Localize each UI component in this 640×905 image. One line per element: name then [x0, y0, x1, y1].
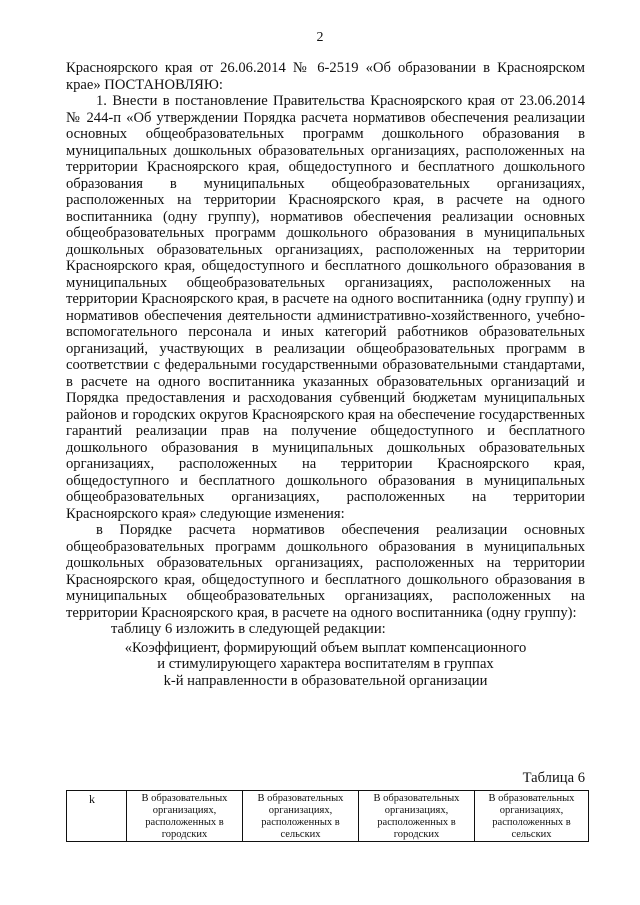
header-k: k: [67, 791, 127, 842]
body-text: [66, 60, 585, 689]
page-number: 2: [316, 30, 324, 45]
header-rural-1: В образовательных организациях, расположенных в сельских: [243, 791, 359, 842]
table-caption-line-1: «Коэффициент, формирующий объем выплат компенсационного: [124, 639, 527, 656]
header-urban-1: В образовательных организациях, расположенных в городских: [127, 791, 243, 842]
table-header-row: [67, 791, 589, 842]
table-caption-line-3: k-й направленности в образовательной организации: [163, 672, 488, 689]
paragraph-table-instruction: таблицу 6 изложить в следующей редакции:: [111, 621, 386, 637]
header-rural-2: В образовательных организациях, расположенных в сельских: [475, 791, 589, 842]
paragraph-intro: Красноярского края от 26.06.2014 № 6-2519 «Об образовании в Красноярском крае» ПОСТАНОВЛЯЮ:: [66, 60, 585, 93]
header-urban-2: В образовательных организациях, расположенных в городских: [359, 791, 475, 842]
paragraph-item-1: 1. Внести в постановление Правительства Красноярского края от 23.06.2014 № 244-п «Об утверждении Порядка расчета нормативов обеспечения реализации основных общеобразовательных программ дошкольного образования в муниципальных дошкольных образовательных организациях, расположенных на территории Красноярского края, общедоступного и бесплатного дошкольного образования в муниципальных общеобразовательных организациях, расположенных на территории Красноярского края, в расчете на одного воспитанника (одну группу), нормативов обеспечения реализации основных общеобразовательных программ дошкольного образования в муниципальных дошкольных образовательных организациях, расположенных на территории Красноярского края, общедоступного и бесплатного дошкольного образования в муниципальных общеобразовательных организациях, расположенных на территории Красноярского края, в расчете на одного воспитанника (одну группу) и нормативов обеспечения деятельности административно-хозяйственного, учебно-вспомогательного персонала и иных категорий работников образовательных организаций, участвующих в реализации общеобразовательных программ в соответствии с федеральными государственными образовательными стандартами, в расчете на одного воспитанника указанных образовательных организаций и Порядка предоставления и расходования субвенций бюджетам муниципальных районов и городских округов Красноярского края на обеспечение государственных гарантий реализации прав на получение общедоступного и бесплатного дошкольного образования в муниципальных дошкольных образовательных организациях, расположенных на территории Красноярского края, общедоступного и бесплатного дошкольного образования в муниципальных общеобразовательных организациях, расположенных на территории Красноярского края» следующие изменения:: [66, 93, 585, 522]
table-label: Таблица 6: [522, 770, 585, 786]
coefficient-table: [66, 790, 589, 842]
paragraph-order-change: в Порядке расчета нормативов обеспечения реализации основных общеобразовательных программ дошкольного образования в муниципальных дошкольных образовательных организациях, расположенных на территории Красноярского края, общедоступного и бесплатного дошкольного образования в муниципальных общеобразовательных организациях, расположенных на территории Красноярского края, в расчете на одного воспитанника (одну группу):: [66, 522, 585, 621]
table-caption-line-2: и стимулирующего характера воспитателям в группах: [157, 656, 494, 672]
table-caption: [66, 640, 585, 690]
